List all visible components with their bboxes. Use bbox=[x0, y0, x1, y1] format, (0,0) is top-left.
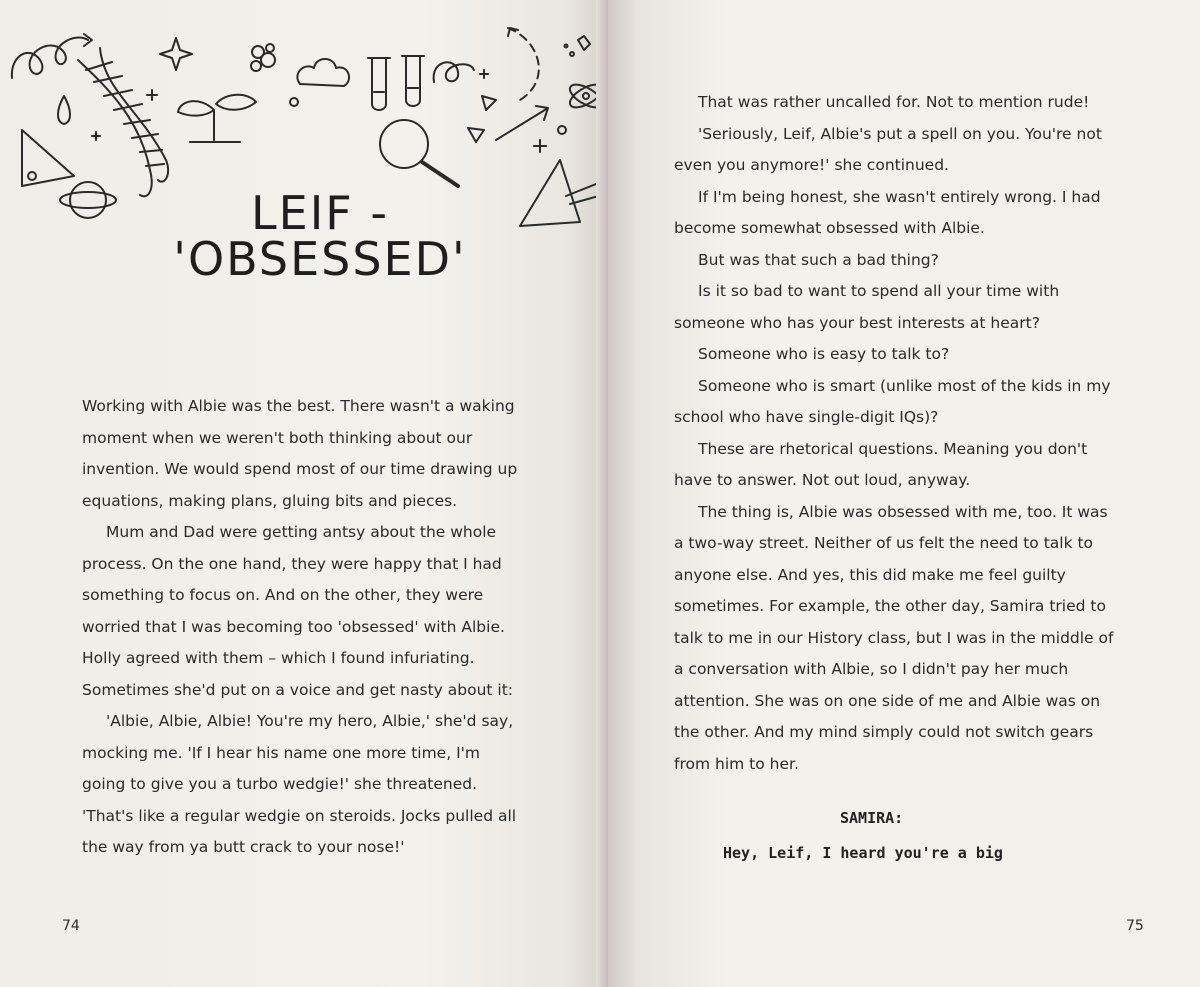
left-body-text bbox=[82, 391, 528, 864]
water-drop-icon bbox=[58, 96, 70, 124]
chapter-title-line1: LEIF - bbox=[251, 186, 389, 240]
paragraph: That was rather uncalled for. Not to mention rude! bbox=[698, 93, 1090, 111]
prism-icon bbox=[520, 160, 606, 226]
sprout-icon bbox=[178, 95, 256, 142]
paragraph: Someone who is easy to talk to? bbox=[698, 345, 950, 363]
page-number: 74 bbox=[62, 918, 80, 934]
right-body-text bbox=[674, 87, 1114, 780]
paragraph: 'Albie, Albie, Albie! You're my hero, Albie,' she'd say, mocking me. 'If I hear his name one more time, I'm going to give you a turbo wedgie!' she threatened. 'That's like a regular wedgie on steroids. Jocks pulled all the way from ya butt crack to your nose!' bbox=[82, 712, 517, 856]
planet-icon bbox=[60, 182, 116, 218]
cloud-icon bbox=[297, 59, 349, 86]
test-tube-icon bbox=[368, 56, 424, 110]
paragraph: But was that such a bad thing? bbox=[698, 250, 939, 269]
paragraph: These are rhetorical questions. Meaning you don't have to answer. Not out loud, anyway. bbox=[674, 439, 1088, 489]
paragraph: Is it so bad to want to spend all your time with someone who has your best interests at heart? bbox=[674, 282, 1060, 332]
script-speaker: SAMIRA: bbox=[840, 809, 904, 827]
paragraph: Working with Albie was the best. There wasn't a waking moment when we weren't both thinking about our invention. We would spend most of our time drawing up equations, making plans, gluing bits and pieces. bbox=[82, 397, 518, 510]
magnifying-glass-icon bbox=[380, 120, 458, 186]
chapter-title-line2: 'OBSESSED' bbox=[173, 232, 467, 286]
spiral-doodle-icon bbox=[434, 62, 474, 82]
sparkle-icon bbox=[160, 38, 192, 70]
swirl-doodle-icon bbox=[12, 38, 88, 78]
paragraph: The thing is, Albie was obsessed with me, too. It was a two-way street. Neither of us felt the need to talk to anyone else. And yes, this did make me feel guilty sometimes. For example, the other day, Samira tried to talk to me in our History class, but I was in the middle of a conversation with Albie, so I didn't pay her much attention. She was on one side of me and Albie was on the other. And my mind simply could not switch gears from him to her. bbox=[674, 502, 1114, 773]
triangle-icon bbox=[22, 130, 74, 186]
page-number: 75 bbox=[1126, 918, 1144, 934]
script-dialogue-line: Hey, Leif, I heard you're a big bbox=[723, 844, 1003, 862]
paragraph: 'Seriously, Leif, Albie's put a spell on you. You're not even you anymore!' she continued. bbox=[674, 124, 1102, 174]
dna-helix-icon bbox=[78, 48, 168, 196]
paragraph: Mum and Dad were getting antsy about the whole process. On the one hand, they were happy that I had something to focus on. And on the other, they were worried that I was becoming too 'obsessed' with Albie. Holly agreed with them – which I found infuriating. Sometimes she'd put on a voice and get nasty about it: bbox=[82, 523, 514, 699]
paragraph: If I'm being honest, she wasn't entirely wrong. I had become somewhat obsessed with Albie. bbox=[674, 187, 1101, 237]
paragraph: Someone who is smart (unlike most of the kids in my school who have single-digit IQs)? bbox=[674, 376, 1111, 426]
molecule-icon bbox=[251, 44, 275, 71]
arrow-icon bbox=[496, 106, 548, 140]
